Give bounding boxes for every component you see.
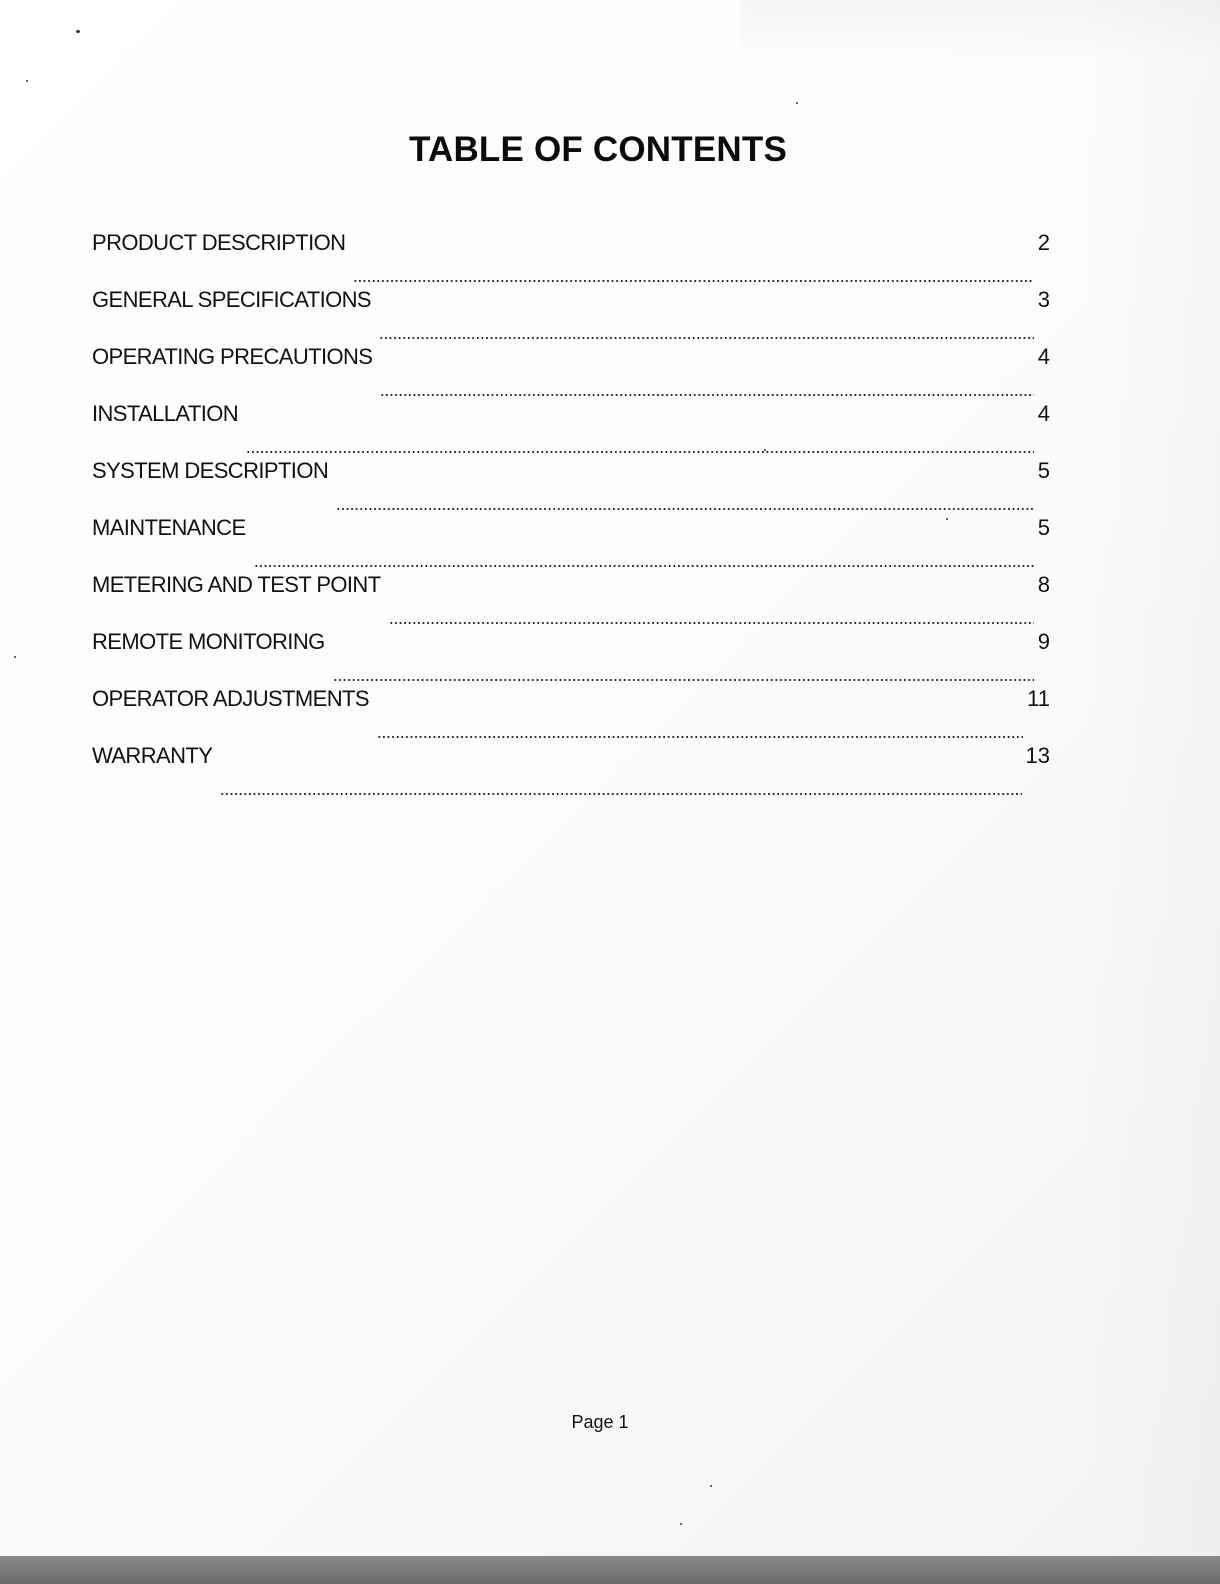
toc-entry[interactable] [92, 458, 1050, 515]
toc-entry-page: 5 [1037, 458, 1050, 483]
dot-leader [220, 776, 1021, 796]
toc-entry[interactable] [92, 515, 1050, 572]
toc-entry-page: 13 [1025, 743, 1050, 768]
toc-entry[interactable] [92, 287, 1050, 344]
table-of-contents [92, 230, 1062, 800]
toc-entry[interactable] [92, 344, 1050, 401]
toc-entry-label: GENERAL SPECIFICATIONS [92, 287, 371, 312]
scan-shadow [1080, 0, 1220, 1560]
dot-leader [336, 491, 1034, 511]
toc-entry-label: SYSTEM DESCRIPTION [92, 458, 329, 483]
toc-entry-page: 11 [1027, 686, 1050, 711]
toc-entry[interactable] [92, 401, 1050, 458]
toc-entry[interactable] [92, 743, 1050, 800]
toc-entry-label: PRODUCT DESCRIPTION [92, 230, 346, 255]
toc-entry-label: MAINTENANCE [92, 515, 246, 540]
toc-entry[interactable] [92, 629, 1050, 686]
scan-speck [26, 80, 28, 82]
scan-speck [14, 656, 16, 658]
toc-entry-label: OPERATOR ADJUSTMENTS [92, 686, 369, 711]
page-number-footer: Page 1 [571, 1412, 629, 1432]
scan-speck [680, 1523, 682, 1525]
dot-leader [379, 320, 1034, 340]
toc-entry-label: WARRANTY [92, 743, 213, 768]
toc-entry-page: 4 [1037, 344, 1050, 369]
toc-entry[interactable] [92, 230, 1050, 287]
dot-leader [380, 377, 1033, 397]
toc-entry-page: 9 [1037, 629, 1050, 654]
toc-entry[interactable] [92, 686, 1050, 743]
page-title: TABLE OF CONTENTS [408, 130, 787, 169]
toc-entry-page: 8 [1037, 572, 1050, 597]
scanner-edge-strip [0, 1556, 1220, 1584]
dot-leader [353, 263, 1033, 283]
scan-speck [710, 1485, 712, 1487]
scan-speck [76, 30, 80, 33]
toc-entry-page: 2 [1037, 230, 1050, 255]
dot-leader [333, 662, 1034, 682]
scan-speck [796, 102, 798, 104]
scan-shadow-top [740, 0, 1220, 60]
toc-entry-page: 4 [1037, 401, 1050, 426]
dot-leader [254, 548, 1034, 568]
toc-entry-label: OPERATING PRECAUTIONS [92, 344, 373, 369]
toc-entry-page: 5 [1037, 515, 1050, 540]
toc-entry-label: METERING AND TEST POINT [92, 572, 381, 597]
dot-leader [246, 434, 1034, 454]
dot-leader [389, 605, 1034, 625]
toc-entry-label: REMOTE MONITORING [92, 629, 325, 654]
toc-entry-page: 3 [1037, 287, 1050, 312]
toc-entry[interactable] [92, 572, 1050, 629]
dot-leader [377, 719, 1023, 739]
toc-entry-label: INSTALLATION [92, 401, 239, 426]
